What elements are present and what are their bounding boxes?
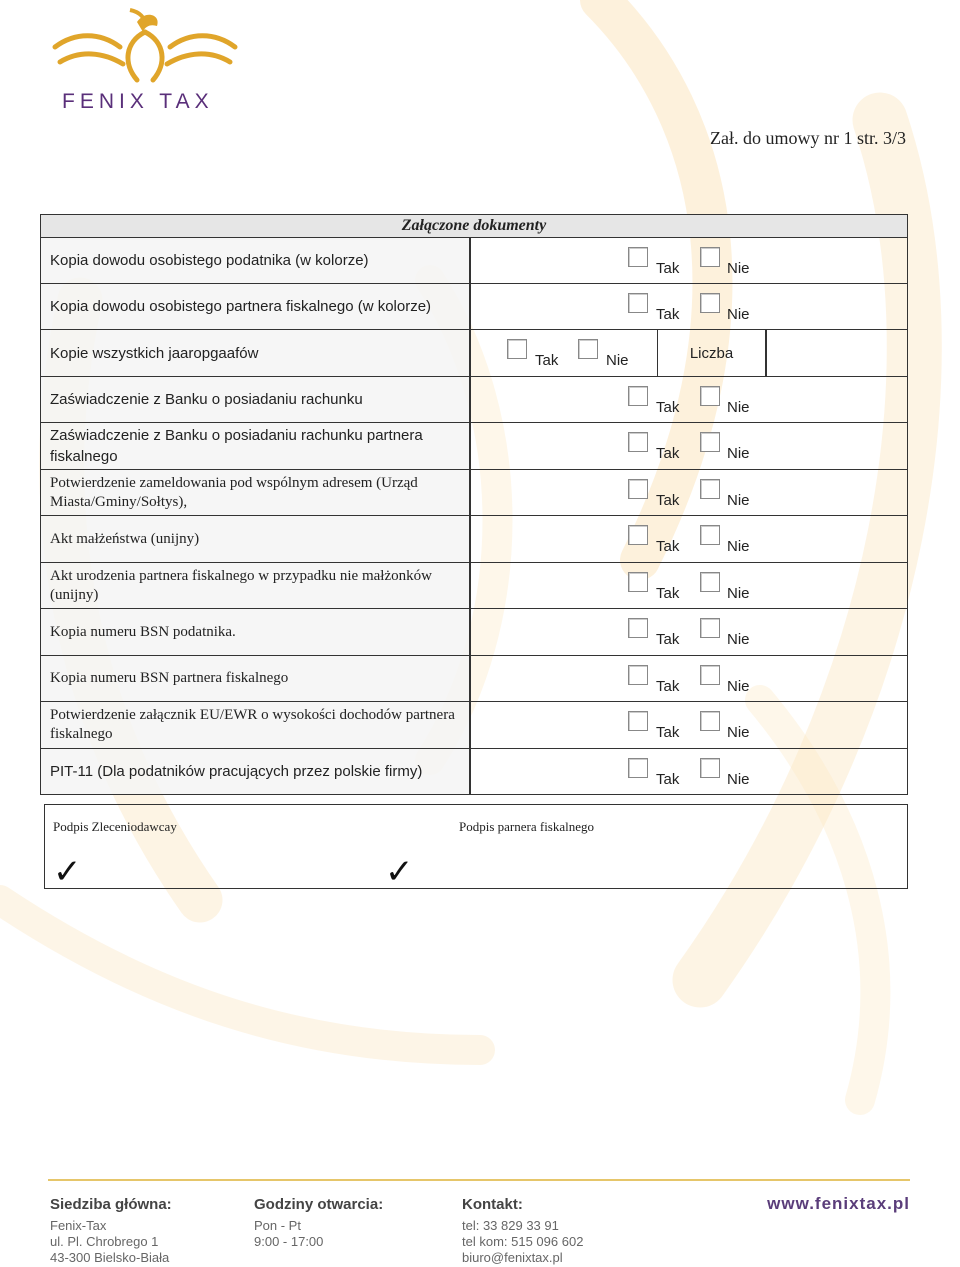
document-options — [471, 330, 907, 376]
yes-checkbox[interactable] — [628, 247, 648, 267]
no-checkbox[interactable] — [700, 711, 720, 731]
no-checkbox[interactable] — [578, 339, 598, 359]
yes-label: Tak — [656, 399, 680, 416]
no-label: Nie — [727, 492, 750, 509]
table-row — [41, 702, 907, 749]
document-label: Akt małżeństwa (unijny) — [41, 516, 471, 562]
yes-checkbox[interactable] — [628, 293, 648, 313]
footer-office-line: Fenix-Tax — [50, 1218, 107, 1233]
footer-contact-email[interactable]: biuro@fenixtax.pl — [462, 1250, 563, 1265]
document-label: PIT-11 (Dla podatników pracujących przez polskie firmy) — [41, 749, 471, 794]
table-row — [41, 423, 907, 470]
no-label: Nie — [727, 678, 750, 695]
document-label: Kopia numeru BSN podatnika. — [41, 609, 471, 655]
document-options — [471, 516, 907, 562]
footer-contact-mobile: tel kom: 515 096 602 — [462, 1234, 584, 1249]
yes-checkbox[interactable] — [628, 758, 648, 778]
document-options — [471, 377, 907, 422]
no-checkbox[interactable] — [700, 432, 720, 452]
table-row — [41, 656, 907, 702]
footer-hours-line: Pon - Pt — [254, 1218, 301, 1233]
yes-label: Tak — [656, 678, 680, 695]
no-label: Nie — [727, 538, 750, 555]
yes-label: Tak — [656, 306, 680, 323]
document-options — [471, 563, 907, 608]
yes-checkbox[interactable] — [628, 479, 648, 499]
no-label: Nie — [727, 631, 750, 648]
yes-label: Tak — [656, 260, 680, 277]
yes-checkbox[interactable] — [628, 525, 648, 545]
yes-checkbox[interactable] — [628, 432, 648, 452]
footer-hours-heading: Godziny otwarcia: — [254, 1196, 384, 1213]
no-label: Nie — [727, 771, 750, 788]
table-row — [41, 284, 907, 330]
no-label: Nie — [727, 585, 750, 602]
no-checkbox[interactable] — [700, 758, 720, 778]
yes-checkbox[interactable] — [628, 572, 648, 592]
client-signature-label: Podpis Zleceniodawcay — [53, 819, 177, 834]
footer-contact-phone: tel: 33 829 33 91 — [462, 1218, 559, 1233]
table-row — [41, 609, 907, 656]
yes-label: Tak — [656, 771, 680, 788]
document-label: Potwierdzenie zameldowania pod wspólnym adresem (Urząd Miasta/Gminy/Sołtys), — [41, 470, 471, 515]
no-checkbox[interactable] — [700, 479, 720, 499]
yes-checkbox[interactable] — [628, 665, 648, 685]
document-options — [471, 609, 907, 655]
brand-name: FENIX TAX — [62, 90, 214, 113]
yes-checkbox[interactable] — [628, 386, 648, 406]
no-label: Nie — [727, 445, 750, 462]
no-checkbox[interactable] — [700, 572, 720, 592]
client-checkmark-icon: ✓ — [53, 852, 82, 892]
document-options — [471, 470, 907, 515]
yes-label: Tak — [656, 585, 680, 602]
no-label: Nie — [606, 352, 629, 369]
table-row — [41, 749, 907, 794]
no-label: Nie — [727, 399, 750, 416]
no-label: Nie — [727, 724, 750, 741]
partner-signature-label: Podpis parnera fiskalnego — [459, 819, 595, 834]
document-label: Zaświadczenie z Banku o posiadaniu rachunku partnera fiskalnego — [41, 423, 471, 469]
no-checkbox[interactable] — [700, 293, 720, 313]
document-label: Akt urodzenia partnera fiskalnego w przypadku nie małżonków (unijny) — [41, 563, 471, 608]
document-options — [471, 284, 907, 329]
count-label: Liczba — [689, 344, 734, 362]
table-row — [41, 563, 907, 609]
footer-office-heading: Siedziba główna: — [50, 1196, 172, 1213]
count-field[interactable] — [657, 330, 767, 376]
footer-divider — [48, 1179, 910, 1181]
no-checkbox[interactable] — [700, 618, 720, 638]
document-options — [471, 749, 907, 794]
document-options — [471, 702, 907, 748]
footer-office-line: ul. Pl. Chrobrego 1 — [50, 1234, 159, 1249]
yes-label: Tak — [535, 352, 559, 369]
table-row — [41, 330, 907, 377]
no-checkbox[interactable] — [700, 525, 720, 545]
attachment-reference: Zał. do umowy nr 1 str. 3/3 — [710, 128, 906, 148]
footer-office-line: 43-300 Bielsko-Biała — [50, 1250, 170, 1265]
footer-contact-heading: Kontakt: — [462, 1196, 523, 1213]
yes-checkbox[interactable] — [628, 711, 648, 731]
yes-label: Tak — [656, 724, 680, 741]
table-row — [41, 238, 907, 284]
no-checkbox[interactable] — [700, 665, 720, 685]
yes-label: Tak — [656, 538, 680, 555]
table-row — [41, 516, 907, 563]
yes-checkbox[interactable] — [507, 339, 527, 359]
document-label: Kopia numeru BSN partnera fiskalnego — [41, 656, 471, 701]
document-options — [471, 423, 907, 469]
table-row — [41, 470, 907, 516]
no-label: Nie — [727, 260, 750, 277]
document-label: Zaświadczenie z Banku o posiadaniu rachunku — [41, 377, 471, 422]
documents-table-title: Załączone dokumenty — [41, 215, 907, 238]
no-checkbox[interactable] — [700, 247, 720, 267]
partner-checkmark-icon: ✓ — [385, 852, 414, 892]
no-checkbox[interactable] — [700, 386, 720, 406]
footer-website-link[interactable]: www.fenixtax.pl — [767, 1194, 910, 1213]
footer-hours-line: 9:00 - 17:00 — [254, 1234, 324, 1249]
yes-checkbox[interactable] — [628, 618, 648, 638]
document-label: Kopia dowodu osobistego partnera fiskalnego (w kolorze) — [41, 284, 471, 329]
yes-label: Tak — [656, 631, 680, 648]
document-options — [471, 238, 907, 283]
yes-label: Tak — [656, 492, 680, 509]
documents-table — [40, 214, 908, 795]
document-label: Kopia dowodu osobistego podatnika (w kolorze) — [41, 238, 471, 283]
document-label: Potwierdzenie załącznik EU/EWR o wysokości dochodów partnera fiskalnego — [41, 702, 471, 748]
signature-box — [44, 804, 908, 892]
document-options — [471, 656, 907, 701]
no-label: Nie — [727, 306, 750, 323]
document-label: Kopie wszystkich jaaropgaafów — [41, 330, 471, 376]
yes-label: Tak — [656, 445, 680, 462]
table-row — [41, 377, 907, 423]
